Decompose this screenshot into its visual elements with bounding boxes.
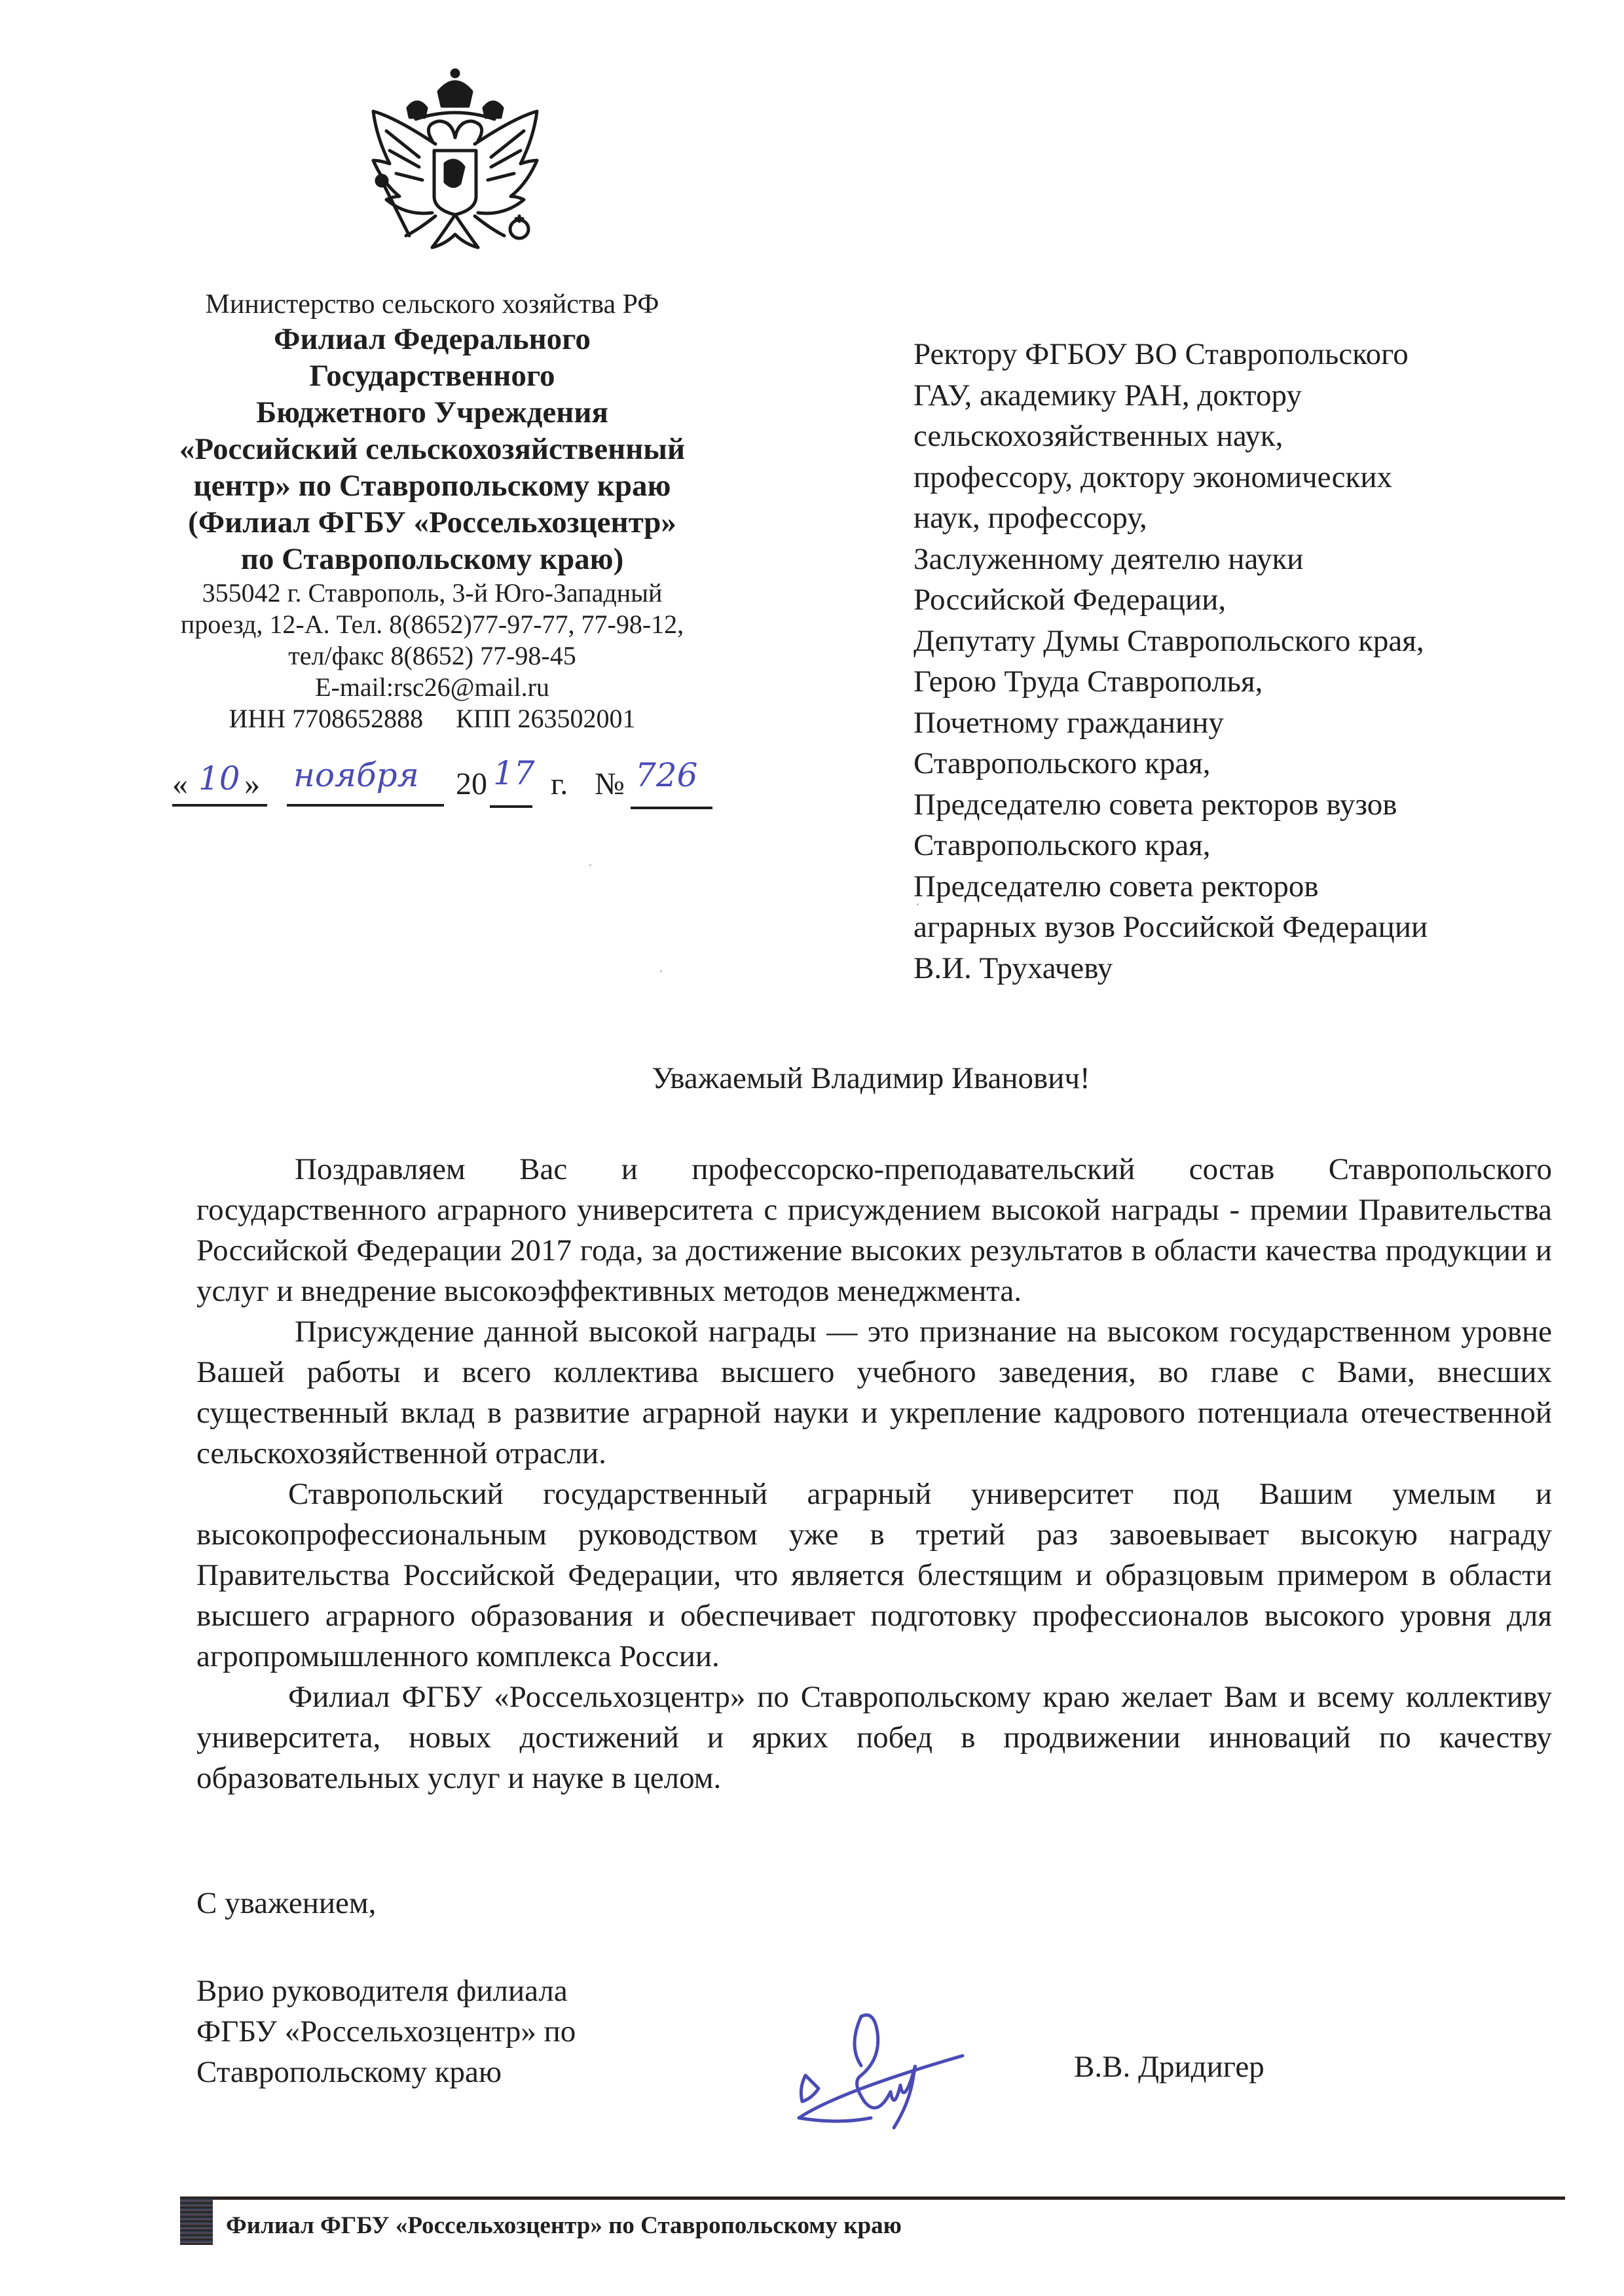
recipient-line: Ставропольского края, xyxy=(913,828,1211,862)
recipient-block xyxy=(913,334,1555,989)
close-quote: » xyxy=(244,767,260,801)
org-name-line: Филиал Федерального xyxy=(274,322,591,356)
fax-line: тел/факс 8(8652) 77-98-45 xyxy=(288,641,576,670)
scan-speck xyxy=(917,903,919,905)
signer-title-line: ФГБУ «Россельхозцентр» по xyxy=(196,2014,576,2049)
footer-org-name: Филиал ФГБУ «Россельхозцентр» по Ставропольскому краю xyxy=(226,2212,902,2239)
tax-ids-line: ИНН 7708652888 КПП 263502001 xyxy=(229,704,636,733)
salutation: Уважаемый Владимир Иванович! xyxy=(652,1061,1090,1095)
letter-body xyxy=(196,1149,1552,1798)
letterhead xyxy=(151,288,714,735)
org-name-line: (Филиал ФГБУ «Россельхозцентр» xyxy=(188,505,676,539)
recipient-line: Ректору ФГБОУ ВО Ставропольского xyxy=(913,337,1409,371)
org-name-line: по Ставропольскому краю) xyxy=(240,542,624,576)
phone-line: проезд, 12-А. Тел. 8(8652)77-97-77, 77-98-12, xyxy=(180,610,684,639)
recipient-line: ГАУ, академику РАН, доктору xyxy=(913,378,1302,412)
number-label: № xyxy=(595,767,625,801)
recipient-line: Почетному гражданину xyxy=(913,705,1224,740)
handwritten-year-suffix: 17 xyxy=(493,754,535,792)
year-label: г. xyxy=(551,767,568,801)
recipient-line: профессору, доктору экономических xyxy=(913,460,1393,494)
body-paragraph: Филиал ФГБУ «Россельхозцентр» по Ставропольскому краю желает Вам и всему коллективу университета, новых достижений и ярких побед в продвижении инноваций по качеству образовательных услуг и науке в целом. xyxy=(196,1680,1552,1795)
footer-accent-block xyxy=(180,2198,213,2245)
handwritten-day: 10 xyxy=(198,759,240,797)
email-line: E-mail:rsc26@mail.ru xyxy=(315,672,549,702)
signer-title-line: Врио руководителя филиала xyxy=(196,1974,568,2008)
org-name-line: Бюджетного Учреждения xyxy=(256,395,608,429)
closing: С уважением, xyxy=(196,1886,377,1920)
signer-title-line: Ставропольскому краю xyxy=(196,2055,502,2089)
recipient-line: Председателю совета ректоров вузов xyxy=(913,787,1397,822)
recipient-name: В.И. Трухачеву xyxy=(913,951,1113,985)
scan-speck xyxy=(589,864,591,866)
ministry-name: Министерство сельского хозяйства РФ xyxy=(205,289,659,319)
signer-title xyxy=(196,1971,576,2092)
org-name-line: Государственного xyxy=(309,359,555,393)
signer-name: В.В. Дридигер xyxy=(1074,2050,1264,2084)
recipient-line: Ставропольского края, xyxy=(913,746,1211,780)
date-number-line xyxy=(169,754,719,812)
recipient-line: наук, профессору, xyxy=(913,501,1147,535)
handwritten-number: 726 xyxy=(635,756,698,794)
body-paragraph: Поздравляем Вас и профессорско-преподавательский состав Ставропольского государственного аграрного университета с присуждением высокой награды - премии Правительства Российской Федерации 2017 года, за достижение высоких результатов в области качества продукции и услуг и внедрение высокоэффективных методов менеджмента. xyxy=(196,1152,1552,1308)
body-paragraph: Ставропольский государственный аграрный университет под Вашим умелым и высокопрофессиональным руководством уже в третий раз завоевывает высокую награду Правительства Российской Федерации, что является блестящим и образцовым примером в области высшего аграрного образования и обеспечивает подготовку профессионалов высокого уровня для агропромышленного комплекса России. xyxy=(196,1477,1552,1673)
org-name-line: «Российский сельскохозяйственный xyxy=(179,432,686,466)
handwritten-signature-icon xyxy=(792,2003,989,2134)
footer-divider xyxy=(180,2196,1565,2200)
body-paragraph: Присуждение данной высокой награды — это признание на высоком государственном уровне Вашей работы и всего коллектива высшего учебного заведения, во главе с Вами, внесших существенный вклад в развитие аграрной науки и укрепление кадрового потенциала отечественной сельскохозяйственной отрасли. xyxy=(196,1315,1552,1470)
month-underline xyxy=(287,804,444,807)
open-quote: « xyxy=(172,767,188,801)
day-underline xyxy=(172,804,267,807)
org-name-line: центр» по Ставропольскому краю xyxy=(193,469,671,503)
number-underline xyxy=(631,807,712,809)
recipient-line: Российской Федерации, xyxy=(913,583,1227,617)
handwritten-month: ноября xyxy=(293,756,419,794)
russian-coat-of-arms-icon xyxy=(350,59,560,268)
recipient-line: сельскохозяйственных наук, xyxy=(913,419,1283,453)
recipient-line: аграрных вузов Российской Федерации xyxy=(913,910,1428,944)
year-prefix: 20 xyxy=(456,767,487,801)
recipient-line: Заслуженному деятелю науки xyxy=(913,541,1304,576)
recipient-line: Председателю совета ректоров xyxy=(913,869,1319,903)
scan-speck xyxy=(660,970,662,972)
year-underline xyxy=(490,805,532,808)
address-line: 355042 г. Ставрополь, 3-й Юго-Западный xyxy=(202,578,663,608)
recipient-line: Герою Труда Ставрополья, xyxy=(913,665,1263,699)
recipient-line: Депутату Думы Ставропольского края, xyxy=(913,623,1424,658)
